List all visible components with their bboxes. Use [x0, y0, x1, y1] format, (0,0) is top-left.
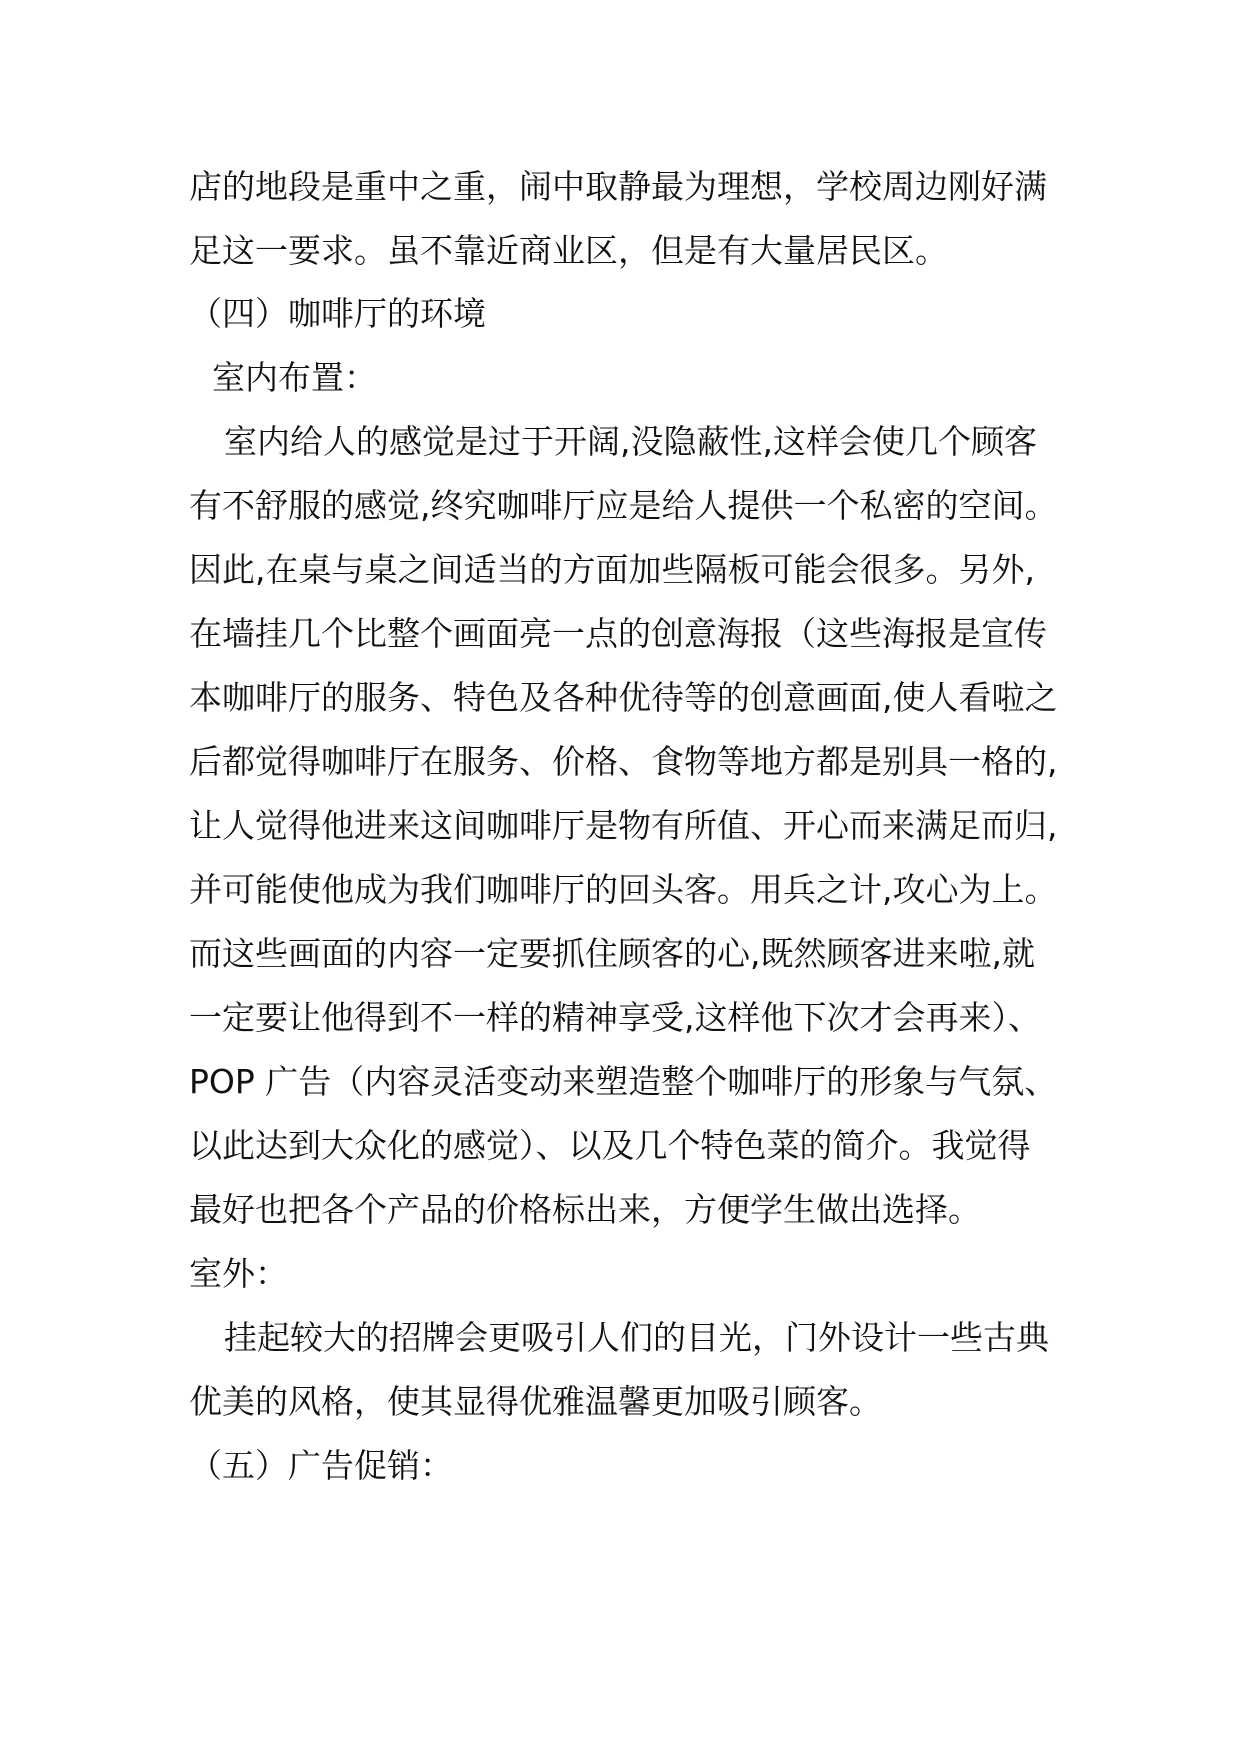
- text-line: 让人觉得他进来这间咖啡厅是物有所值、开心而来满足而归,: [189, 806, 1058, 845]
- text-line: 最好也把各个产品的价格标出来，方便学生做出选择。: [189, 1190, 981, 1229]
- text-line: 室内给人的感觉是过于开阔,没隐蔽性,这样会使几个顾客: [224, 422, 1037, 461]
- text-line: 而这些画面的内容一定要抓住顾客的心,既然顾客进来啦,就: [189, 934, 1035, 973]
- text-line: 足这一要求。虽不靠近商业区，但是有大量居民区。: [189, 231, 948, 270]
- text-line: 挂起较大的招牌会更吸引人们的目光，门外设计一些古典: [224, 1318, 1049, 1357]
- text-line: 以此达到大众化的感觉）、以及几个特色菜的简介。我觉得: [189, 1126, 1031, 1165]
- text-line: 因此,在桌与桌之间适当的方面加些隔板可能会很多。另外,: [189, 550, 1035, 589]
- text-line: 有不舒服的感觉,终究咖啡厅应是给人提供一个私密的空间。: [189, 486, 1058, 525]
- subheading: 室外：: [189, 1254, 288, 1293]
- text-line: 一定要让他得到不一样的精神享受,这样他下次才会再来）、: [189, 998, 1041, 1037]
- text-line: 店的地段是重中之重，闹中取静最为理想，学校周边刚好满: [189, 167, 1047, 206]
- text-line: 优美的风格，使其显得优雅温馨更加吸引顾客。: [189, 1382, 882, 1421]
- section-heading: （四）咖啡厅的环境: [189, 294, 486, 333]
- text-line: 并可能使他成为我们咖啡厅的回头客。用兵之计,攻心为上。: [189, 870, 1058, 909]
- subheading: 室内布置：: [212, 358, 377, 397]
- text-line: 本咖啡厅的服务、特色及各种优待等的创意画面,使人看啦之: [189, 678, 1058, 717]
- text-line: POP 广告（内容灵活变动来塑造整个咖啡厅的形象与气氛、: [189, 1062, 1058, 1101]
- text-line: 后都觉得咖啡厅在服务、价格、食物等地方都是别具一格的,: [189, 742, 1058, 781]
- text-line: 在墙挂几个比整个画面亮一点的创意海报（这些海报是宣传: [189, 614, 1047, 653]
- section-heading: （五）广告促销：: [189, 1446, 453, 1485]
